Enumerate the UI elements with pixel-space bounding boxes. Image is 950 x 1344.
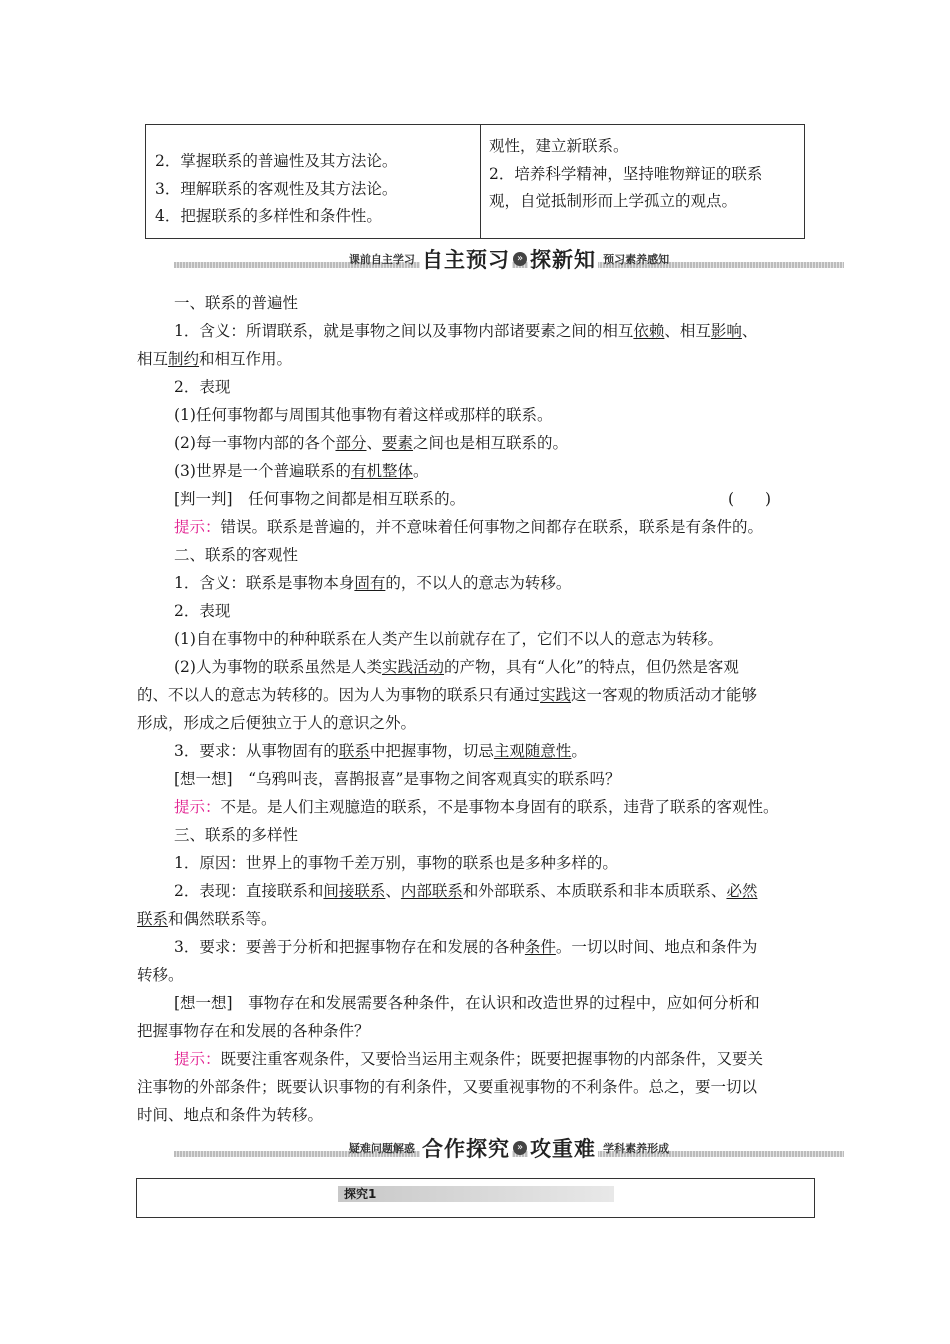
hint-label: 提示：	[174, 518, 221, 536]
banner-left-caption: 疑难问题解惑	[348, 1142, 415, 1155]
text-line	[174, 375, 230, 397]
text-line	[174, 739, 587, 761]
text-segment: 和相互作用。	[199, 350, 293, 368]
text-line	[137, 1075, 757, 1097]
text-segment: 、相互	[664, 322, 711, 340]
text-segment: 、	[741, 322, 758, 340]
objectives-right-column	[489, 133, 789, 216]
section-banner-preview	[174, 244, 844, 274]
text-segment: 。一切以时间、地点和条件为	[555, 938, 758, 956]
banner-title-a: 自主预习	[422, 248, 510, 272]
text-segment: 。	[412, 462, 429, 480]
text-segment: 。	[571, 742, 587, 760]
double-chevron-icon: »	[513, 1141, 527, 1155]
key-term: 依赖	[633, 322, 665, 340]
text-line	[174, 487, 465, 509]
objective-item: 2．培养科学精神，坚持唯物辩证的联系	[489, 164, 763, 183]
text-segment: (2)人为事物的联系虽然是人类	[174, 658, 382, 676]
text-line	[137, 1103, 323, 1125]
text-segment: 1．含义：所谓联系，就是事物之间以及事物内部诸要素之间的相互	[174, 322, 634, 340]
hint-label: 提示：	[174, 798, 221, 816]
key-term: 有机整体	[350, 462, 413, 480]
text-segment: 1．原因：世界上的事物千差万别，事物的联系也是多种多样的。	[174, 854, 618, 872]
text-segment: 不是。是人们主观臆造的联系，不是事物本身固有的联系，违背了联系的客观性。	[220, 798, 779, 816]
banner-left-caption: 课前自主学习	[348, 253, 415, 266]
text-line	[174, 655, 739, 677]
text-segment: 错误。联系是普遍的，并不意味着任何事物之间都存在联系，联系是有条件的。	[220, 518, 764, 536]
hint-label: 提示：	[174, 1050, 221, 1068]
text-line	[174, 851, 618, 873]
text-segment: 3．要求：从事物固有的	[174, 742, 339, 760]
text-line	[137, 963, 184, 985]
text-segment: (1)任何事物都与周围其他事物有着这样或那样的联系。	[174, 406, 553, 424]
text-segment: (2)每一事物内部的各个	[174, 434, 336, 452]
objective-item: 3．理解联系的客观性及其方法论。	[155, 179, 398, 198]
text-segment: 形成，形成之后便独立于人的意识之外。	[137, 714, 417, 732]
explore-label-bar	[338, 1186, 614, 1202]
text-segment: [想一想] “乌鸦叫丧，喜鹊报喜”是事物之间客观真实的联系吗？	[174, 770, 621, 788]
text-line	[174, 571, 571, 593]
banner-title-b: 探新知	[530, 248, 596, 272]
text-line	[137, 907, 277, 929]
text-segment: 把握事物存在和发展的各种条件？	[137, 1022, 370, 1040]
text-line	[137, 711, 416, 733]
text-line	[174, 991, 760, 1013]
text-line	[174, 767, 620, 789]
key-term: 固有	[354, 574, 386, 592]
key-term: 影响	[710, 322, 742, 340]
banner-right-caption: 预习素养感知	[603, 253, 670, 266]
text-segment: 3．要求：要善于分析和把握事物存在和发展的各种	[174, 938, 525, 956]
text-segment: 的产物，具有“人化”的特点，但仍然是客观	[443, 658, 739, 676]
banner-title-a: 合作探究	[422, 1137, 510, 1161]
text-segment: [判一判] 任何事物之间都是相互联系的。	[174, 490, 466, 508]
key-term: 主观随意性	[493, 742, 572, 760]
text-line	[174, 291, 298, 313]
text-line	[174, 823, 298, 845]
text-segment: 既要注重客观条件，又要恰当运用主观条件；既要把握事物的内部条件，又要关	[220, 1050, 764, 1068]
banner-title-b: 攻重难	[530, 1137, 596, 1161]
text-segment: 的，不以人的意志为转移。	[385, 574, 572, 592]
text-line	[174, 459, 429, 481]
text-segment: 转移。	[137, 966, 184, 984]
key-term: 实践活动	[381, 658, 444, 676]
text-line	[137, 347, 292, 369]
answer-bracket: ( )	[728, 490, 772, 508]
text-segment: 2．表现：直接联系和	[174, 882, 324, 900]
text-line	[174, 599, 230, 621]
objectives-left-column	[155, 148, 397, 231]
key-term: 内部联系	[400, 882, 463, 900]
objective-item: 观性，建立新联系。	[489, 137, 629, 155]
table-divider	[480, 125, 481, 238]
text-segment: 2．表现	[174, 378, 231, 396]
text-segment: 时间、地点和条件为转移。	[137, 1106, 324, 1124]
text-segment: 之间也是相互联系的。	[413, 434, 569, 452]
text-segment: 二、联系的客观性	[174, 546, 299, 564]
key-term: 间接联系	[323, 882, 386, 900]
text-line	[174, 515, 763, 537]
text-line	[174, 627, 723, 649]
key-term: 实践	[540, 686, 572, 704]
text-line	[174, 935, 757, 957]
key-term: 必然	[726, 882, 758, 900]
text-line	[137, 683, 757, 705]
section-banner-explore	[174, 1133, 844, 1163]
text-segment: 中把握事物，切忌	[369, 742, 494, 760]
text-line	[174, 403, 552, 425]
text-segment: (1)自在事物中的种种联系在人类产生以前就存在了，它们不以人的意志为转移。	[174, 630, 723, 648]
text-line	[174, 319, 757, 341]
text-segment: 2．表现	[174, 602, 231, 620]
text-segment: 三、联系的多样性	[174, 826, 299, 844]
text-segment: 一、联系的普遍性	[174, 294, 299, 312]
text-segment: [想一想] 事物存在和发展需要各种条件，在认识和改造世界的过程中，应如何分析和	[174, 994, 760, 1012]
text-line	[174, 1047, 763, 1069]
text-segment: 1．含义：联系是事物本身	[174, 574, 355, 592]
text-segment: 注事物的外部条件；既要认识事物的有利条件，又要重视事物的不利条件。总之，要一切以	[137, 1078, 758, 1096]
text-segment: 的、不以人的意志为转移的。因为人为事物的联系只有通过	[137, 686, 541, 704]
text-line	[174, 879, 757, 901]
objective-item: 观，自觉抵制形而上学孤立的观点。	[489, 192, 738, 210]
text-segment: 相互	[137, 350, 169, 368]
key-term: 联系	[338, 742, 370, 760]
objective-item: 4．把握联系的多样性和条件性。	[155, 207, 382, 225]
text-line	[174, 543, 298, 565]
key-term: 联系	[137, 910, 169, 928]
text-segment: 、	[366, 434, 382, 452]
text-line	[174, 795, 779, 817]
key-term: 要素	[382, 434, 414, 452]
double-chevron-icon: »	[513, 252, 527, 266]
text-line	[174, 431, 568, 453]
key-term: 部分	[335, 434, 367, 452]
table-stub-line	[145, 238, 173, 239]
text-segment: 和外部联系、本质联系和非本质联系、	[462, 882, 727, 900]
objective-item: 2．掌握联系的普遍性及其方法论。	[155, 152, 398, 170]
text-segment: 这一客观的物质活动才能够	[571, 686, 758, 704]
key-term: 条件	[524, 938, 556, 956]
text-segment: 和偶然联系等。	[168, 910, 277, 928]
explore-label: 探究1	[344, 1187, 377, 1201]
text-line	[137, 1019, 370, 1041]
banner-right-caption: 学科素养形成	[603, 1142, 670, 1155]
key-term: 制约	[168, 350, 200, 368]
text-segment: (3)世界是一个普遍联系的	[174, 462, 351, 480]
text-segment: 、	[385, 882, 401, 900]
